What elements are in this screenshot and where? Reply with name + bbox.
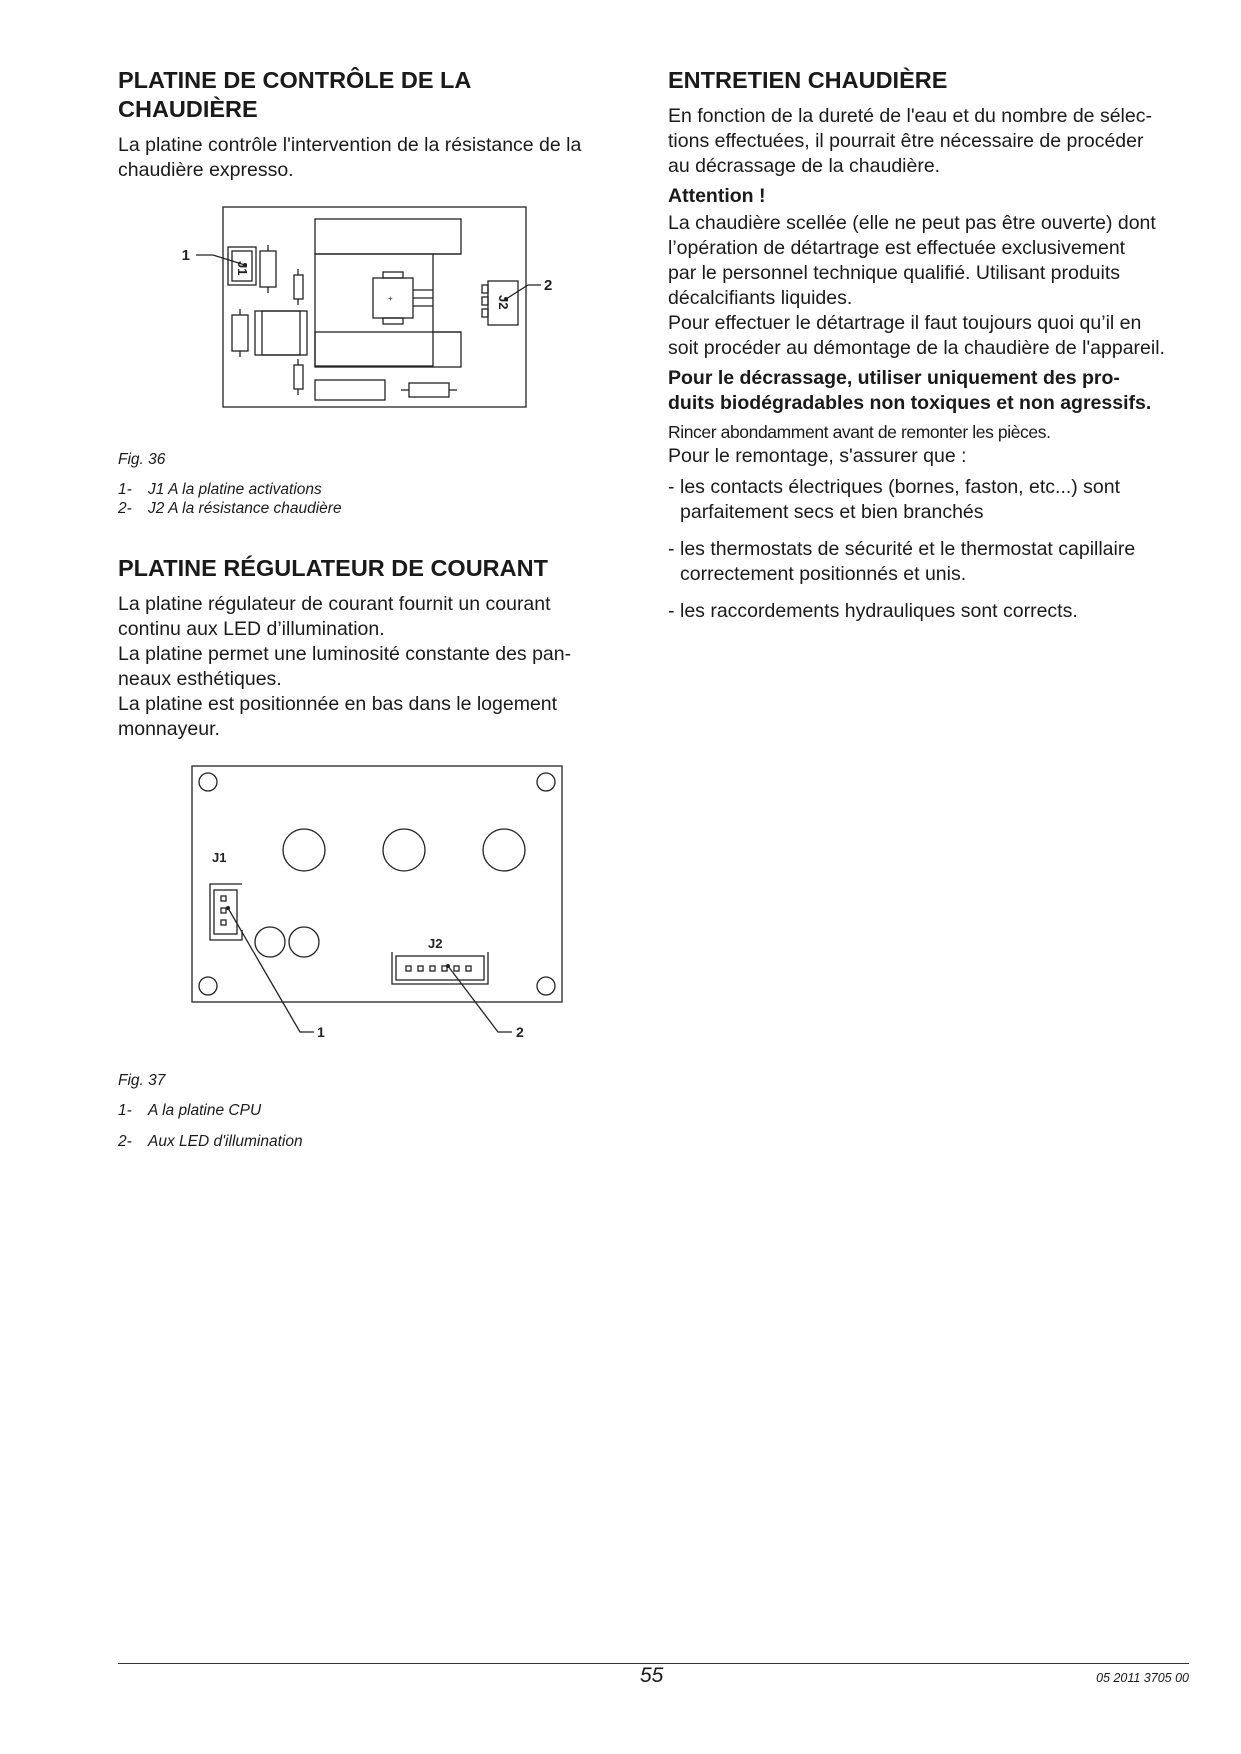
remount-intro: Pour le remontage, s'assurer que : (668, 445, 967, 467)
fig37-legend (118, 1101, 618, 1152)
document-reference: 05 2011 3705 00 (1096, 1671, 1189, 1685)
fig37-j1-label: J1 (212, 850, 227, 865)
body-line: duits biodégradables non toxiques et non agressifs. (668, 392, 1152, 414)
remount-checklist (668, 475, 1193, 624)
fig36-control-board-diagram (118, 205, 618, 435)
maintenance-intro (668, 104, 1193, 179)
body-line: La chaudière scellée (elle ne peut pas être ouverte) dont (668, 212, 1156, 234)
fig36-legend (118, 480, 618, 518)
legend-text: A la platine CPU (148, 1102, 262, 1119)
bullet-text (680, 599, 1078, 624)
fig37-regulator-board-diagram (118, 764, 618, 1044)
legend-number: 1- (118, 481, 132, 498)
fig36-j1-label: J1 (235, 261, 250, 276)
fig36-callout-1: 1 (181, 247, 190, 264)
bullet-dash: - (668, 538, 675, 560)
bullet-line: correctement positionnés et unis. (680, 563, 967, 585)
body-line: La platine contrôle l'intervention de la résistance de la (118, 134, 582, 156)
fig36-j2-label: J2 (496, 295, 511, 310)
body-line: au décrassage de la chaudière. (668, 155, 941, 177)
bullet-line: les raccordements hydrauliques sont corrects. (680, 600, 1078, 622)
body-line: La platine permet une luminosité constante des pan- (118, 643, 572, 665)
fig36-caption: Fig. 36 (118, 451, 166, 468)
bullet-text (680, 475, 1120, 525)
maintenance-paragraph (668, 211, 1193, 361)
bullet-line: les thermostats de sécurité et le thermostat capillaire (680, 538, 1136, 560)
section-title-boiler-maintenance: ENTRETIEN CHAUDIÈRE (668, 67, 948, 93)
body-line: tions effectuées, il pourrait être nécessaire de procéder (668, 130, 1144, 152)
legend-item (118, 480, 618, 499)
fig37-callout-1: 1 (317, 1024, 325, 1040)
legend-text: J1 A la platine activations (148, 481, 322, 498)
legend-item (118, 1101, 618, 1121)
section-title-control-board (118, 66, 618, 124)
list-item (668, 537, 1193, 587)
body-line: continu aux LED d’illumination. (118, 618, 385, 640)
fig37-callout-2: 2 (516, 1024, 524, 1040)
fig36-callout-2: 2 (544, 277, 553, 294)
legend-number: 2- (118, 1133, 132, 1150)
bullet-line: parfaitement secs et bien branchés (680, 501, 984, 523)
svg-text:+: + (388, 294, 393, 303)
title-line-1: PLATINE DE CONTRÔLE DE LA (118, 67, 472, 93)
title-line-2: CHAUDIÈRE (118, 96, 258, 122)
section-title-current-regulator: PLATINE RÉGULATEUR DE COURANT (118, 555, 548, 581)
warning-text (668, 366, 1193, 416)
body-line: Pour effectuer le détartrage il faut toujours quoi qu’il en (668, 312, 1142, 334)
attention-heading: Attention ! (668, 185, 766, 207)
body-line: La platine régulateur de courant fournit un courant (118, 593, 551, 615)
left-column (118, 66, 618, 1152)
bullet-text (680, 537, 1135, 587)
legend-number: 1- (118, 1102, 132, 1119)
legend-text: Aux LED d'illumination (148, 1133, 303, 1150)
body-line: Pour le décrassage, utiliser uniquement des pro- (668, 367, 1120, 389)
bullet-line: les contacts électriques (bornes, faston, etc...) sont (680, 476, 1121, 498)
rinse-text: Rincer abondamment avant de remonter les pièces. (668, 422, 1051, 442)
body-line: neaux esthétiques. (118, 668, 282, 690)
bullet-dash: - (668, 600, 675, 622)
page-number: 55 (640, 1664, 664, 1687)
legend-item (118, 499, 618, 518)
list-item (668, 599, 1193, 624)
body-line: En fonction de la dureté de l'eau et du nombre de sélec- (668, 105, 1152, 127)
body-line: chaudière expresso. (118, 159, 294, 181)
body-line: par le personnel technique qualifié. Utilisant produits (668, 262, 1121, 284)
right-column (668, 66, 1193, 624)
body-line: monnayeur. (118, 718, 220, 740)
body-line: soit procéder au démontage de la chaudière de l'appareil. (668, 337, 1165, 359)
current-regulator-text (118, 592, 618, 742)
bullet-dash: - (668, 476, 675, 498)
fig37-caption: Fig. 37 (118, 1072, 166, 1089)
control-board-text (118, 133, 618, 183)
body-line: La platine est positionnée en bas dans le logement (118, 693, 558, 715)
fig37-j2-label: J2 (428, 936, 443, 951)
body-line: décalcifiants liquides. (668, 287, 853, 309)
legend-text: J2 A la résistance chaudière (148, 500, 342, 517)
legend-item (118, 1132, 618, 1152)
list-item (668, 475, 1193, 525)
legend-number: 2- (118, 500, 132, 517)
body-line: l’opération de détartrage est effectuée exclusivement (668, 237, 1126, 259)
